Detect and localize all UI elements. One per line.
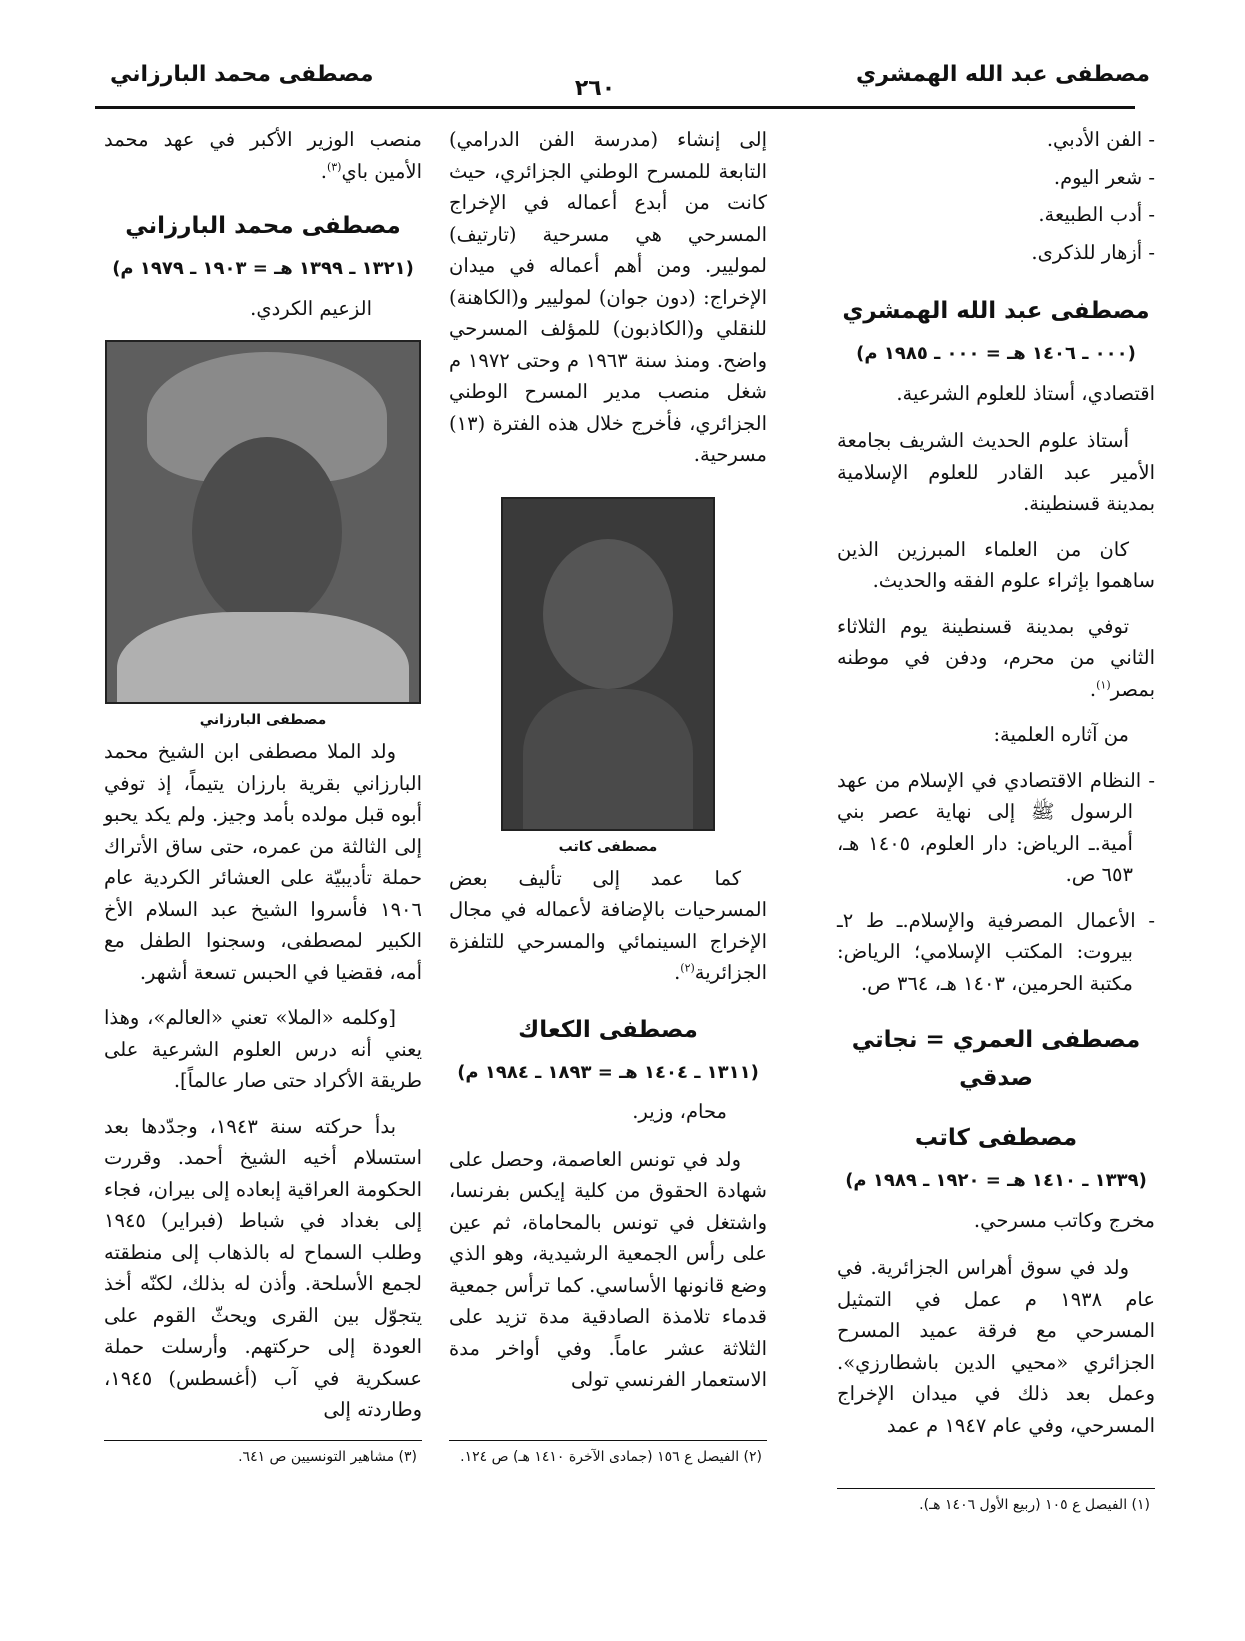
entry-paragraph: كان من العلماء المبرزين الذين ساهموا بإثراء علوم الفقه والحديث. xyxy=(837,537,1155,592)
portrait-body xyxy=(117,612,409,704)
list-item: - الفن الأدبي. xyxy=(837,124,1155,156)
entry-dates: (٠٠٠ ـ ١٤٠٦ هـ = ٠٠٠ ـ ١٩٨٥ م) xyxy=(856,343,1136,364)
entry-dates: (١٣١١ ـ ١٤٠٤ هـ = ١٨٩٣ ـ ١٩٨٤ م) xyxy=(457,1061,759,1083)
footnote: (١) الفيصل ع ١٠٥ (ربيع الأول ١٤٠٦ هـ). xyxy=(919,1497,1150,1513)
column-middle xyxy=(449,124,767,1484)
column-left xyxy=(104,124,422,1484)
entry-paragraph: ولد في تونس العاصمة، وحصل على شهادة الحقوق من كلية إيكس بفرنسا، واشتغل في تونس بالمحاماة، ثم عين على رأس الجمعية الرشيدية، وهو الذي وضع قانونها الأساسي. كما ترأس جمعية قدماء تلامذة الصادقية مدة تزيد على الثلاثة عشر عاماً. وفي أواخر مدة الاستعمار الفرنسي تولى xyxy=(449,1147,767,1391)
running-header-left: مصطفى محمد البارزاني xyxy=(110,62,374,87)
entry-role: اقتصادي، أستاذ للعلوم الشرعية. xyxy=(896,381,1155,405)
entry-paragraph: بدأ حركته سنة ١٩٤٣، وجدّدها بعد استسلام أخيه الشيخ أحمد. وقررت الحكومة العراقية إبعاده إلى بيران، فجاء إلى بغداد في شباط (فبراير) ١٩٤٥ وطلب السماح له بالذهاب إلى منطقته لجمع الأسلحة. وأذن له بذلك، لكنّه أخذ يتجوّل بين القرى ويحثّ القوم على العودة إلى حركتهم. وأرسلت حملة عسكرية في آب (أغسطس) ١٩٤٥، وطاردته إلى xyxy=(104,1114,422,1421)
footnote-ref: (٣) xyxy=(326,160,342,173)
photo-caption: مصطفى البارزاني xyxy=(199,712,327,728)
entry-paragraph-text: توفي بمدينة قسنطينة يوم الثلاثاء الثاني من محرم، ودفن في موطنه بمصر xyxy=(837,614,1155,701)
portrait-face xyxy=(192,437,342,627)
period: . xyxy=(674,961,681,984)
entry-heading: مصطفى محمد البارزاني xyxy=(125,213,401,239)
header-rule xyxy=(95,106,1135,109)
list-item: - الأعمال المصرفية والإسلام.ـ ط ٢ـ بيروت: المكتب الإسلامي؛ الرياض: مكتبة الحرمين، ١٤٠٣ هـ، ٣٦٤ ص. xyxy=(837,905,1155,1000)
entry-role: الزعيم الكردي. xyxy=(250,296,372,320)
entry-paragraph xyxy=(449,863,767,989)
entry-heading: مصطفى كاتب xyxy=(914,1125,1078,1151)
entry-paragraph-text: منصب الوزير الأكبر في عهد محمد الأمين باي xyxy=(104,128,422,183)
running-header-right: مصطفى عبد الله الهمشري xyxy=(856,62,1150,87)
works-list-previous xyxy=(837,124,1155,268)
list-item: - أدب الطبيعة. xyxy=(837,199,1155,231)
entry-dates: (١٣٢١ ـ ١٣٩٩ هـ = ١٩٠٣ ـ ١٩٧٩ م) xyxy=(112,258,414,279)
entry-paragraph: أستاذ علوم الحديث الشريف بجامعة الأمير عبد القادر للعلوم الإسلامية بمدينة قسنطينة. xyxy=(837,429,1155,515)
entry-heading: مصطفى الكعاك xyxy=(518,1016,698,1043)
entry-paragraph xyxy=(104,124,422,187)
works-list xyxy=(837,765,1155,1000)
portrait-photo-barzani xyxy=(105,340,421,704)
footnote-rule xyxy=(449,1440,767,1441)
footnote: (٢) الفيصل ع ١٥٦ (جمادى الآخرة ١٤١٠ هـ) ص ١٢٤. xyxy=(460,1449,762,1465)
list-item: - أزهار للذكرى. xyxy=(837,237,1155,269)
entry-role: مخرج وكاتب مسرحي. xyxy=(973,1208,1155,1232)
footnote-rule xyxy=(104,1440,422,1441)
photo-caption: مصطفى كاتب xyxy=(558,838,658,855)
entry-paragraph: إلى إنشاء (مدرسة الفن الدرامي) التابعة للمسرح الوطني الجزائري، حيث كانت من أبدع أعماله في الإخراج المسرحي هي مسرحية (تارتيف) لموليير. ومن أهم أعماله في ميدان الإخراج: (دون جوان) لموليير و(الكاهنة) للنقلي و(الكاذبون) للمؤلف المسرحي واضح. ومنذ سنة ١٩٦٣ م وحتى ١٩٧٢ م شغل منصب مدير المسرح الوطني الجزائري، فأخرج خلال هذه الفترة (١٣) مسرحية. xyxy=(449,128,767,466)
period: . xyxy=(320,159,327,183)
footnote-ref: (١) xyxy=(1096,678,1111,691)
list-item: - النظام الاقتصادي في الإسلام من عهد الرسول ﷺ إلى نهاية عصر بني أمية.ـ الرياض: دار العلوم، ١٤٠٥ هـ، ٦٥٣ ص. xyxy=(837,765,1155,891)
entry-paragraph: [وكلمه «الملا» تعني «العالم»، وهذا يعني أنه درس العلوم الشرعية على طريقة الأكراد حتى صار عالماً]. xyxy=(104,1006,422,1092)
portrait-photo-kateb xyxy=(501,497,715,831)
period: . xyxy=(1089,677,1097,701)
entry-dates: (١٣٣٩ ـ ١٤١٠ هـ = ١٩٢٠ ـ ١٩٨٩ م) xyxy=(845,1170,1147,1191)
footnote-ref: (٢) xyxy=(680,961,695,975)
entry-heading: مصطفى العمري = نجاتي صدقي xyxy=(851,1027,1141,1091)
entry-paragraph-text: كما عمد إلى تأليف بعض المسرحيات بالإضافة لأعماله في مجال الإخراج السينمائي والمسرحي للتلفزة الجزائرية xyxy=(449,866,767,984)
portrait-face xyxy=(543,539,673,689)
page-number: ٢٦٠ xyxy=(574,76,616,101)
footnote: (٣) مشاهير التونسيين ص ٦٤١. xyxy=(238,1449,417,1465)
entry-paragraph: ولد الملا مصطفى ابن الشيخ محمد البارزاني بقرية بارزان يتيماً، إذ توفي أبوه قبل مولده بأمد وجيز. ولم يكد يحبو إلى الثالثة من عمره، حتى ساق الأتراك حملة تأديبيّة على العشائر الكردية عام ١٩٠٦ فأسروا الشيخ عبد السلام الأخ الكبير لمصطفى، وسجنوا الطفل مع أمه، فقضيا في الحبس تسعة أشهر. xyxy=(104,740,422,984)
entry-paragraph: ولد في سوق أهراس الجزائرية. في عام ١٩٣٨ م عمل في التمثيل المسرحي مع فرقة عميد المسرح الجزائري «محيي الدين باشطارزي». وعمل بعد ذلك في ميدان الإخراج المسرحي، وفي عام ١٩٤٧ م عمد xyxy=(837,1256,1156,1437)
entry-heading: مصطفى عبد الله الهمشري xyxy=(842,298,1150,324)
footnote-rule xyxy=(837,1488,1155,1489)
column-right xyxy=(837,124,1155,1484)
entry-paragraph xyxy=(837,611,1155,706)
list-item: - شعر اليوم. xyxy=(837,162,1155,194)
portrait-body xyxy=(523,689,693,831)
entry-role: محام، وزير. xyxy=(632,1100,727,1123)
works-heading: من آثاره العلمية: xyxy=(993,723,1129,746)
